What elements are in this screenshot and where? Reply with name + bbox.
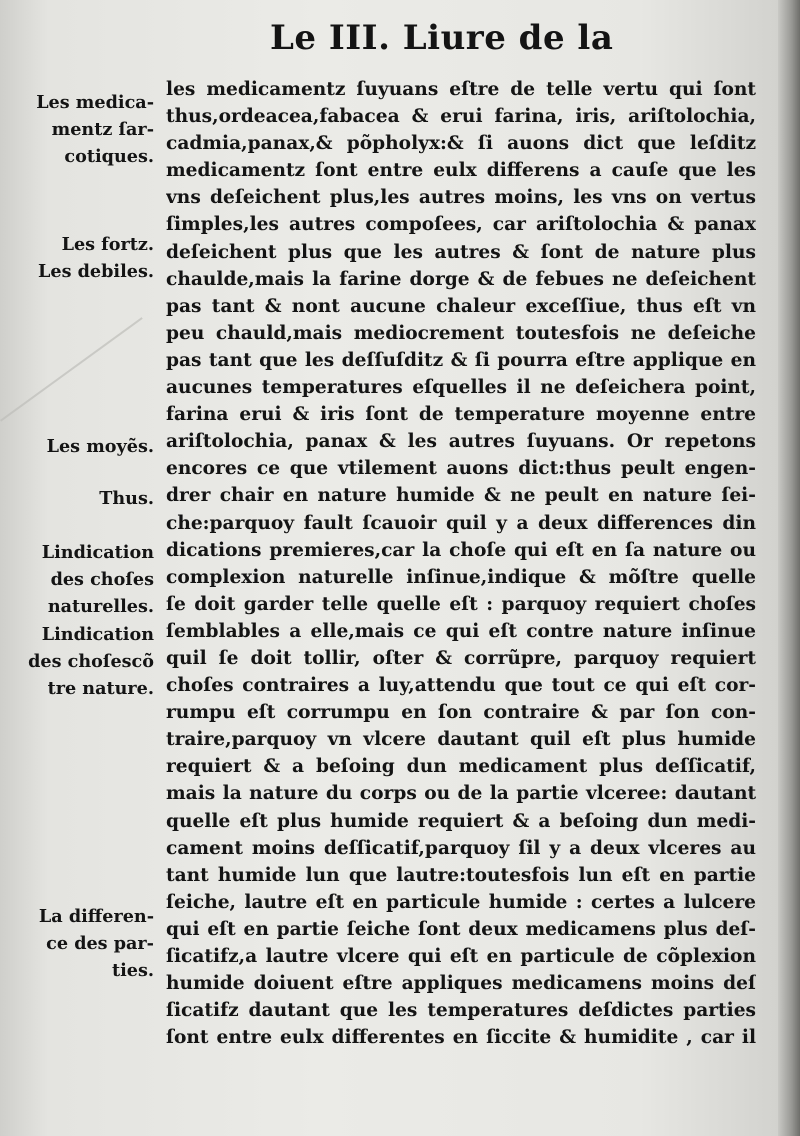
margin-note-medicamentz-sarcotiques — [36, 90, 154, 170]
text-line: ariſtolochia, panax & les autres ſuyuans. Or repetons — [166, 431, 756, 453]
margin-note-line: Lindication — [41, 542, 154, 563]
text-line: ſeiche, lautre eſt en particule humide : certes a lulcere — [166, 891, 756, 913]
main-text-block — [166, 76, 756, 1051]
text-line: farina erui & iris ſont de temperature moyenne entre — [166, 404, 756, 426]
text-line: medicamentz ſont entre eulx differens a cauſe que les — [166, 160, 756, 182]
text-line: pas tant & nont aucune chaleur exceſſiue, thus eſt vn — [166, 295, 756, 317]
text-line: deſeichent plus que les autres & ſont de nature plus — [166, 241, 756, 263]
text-line: requiert & a beſoing dun medicament plus deſſicatif, — [166, 756, 756, 778]
text-line: choſes contraires a luy,attendu que tout ce qui eſt cor- — [166, 675, 756, 697]
margin-note-line: cotiques. — [64, 145, 154, 167]
text-line: drer chair en nature humide & ne peult en nature ſei- — [166, 485, 756, 507]
margin-note-line: ties. — [111, 959, 154, 981]
text-line: mais la nature du corps ou de la partie vlceree: dautant — [166, 783, 756, 805]
text-line: qui eſt en partie ſeiche ſont deux medicamens plus deſ- — [166, 918, 756, 940]
text-line: complexion naturelle inſinue,indique & mõſtre quelle — [166, 566, 756, 588]
text-line: pas tant que les deſſuſditz & ſi pourra eſtre applique en — [166, 349, 756, 371]
page-edge — [778, 0, 800, 1136]
margin-note-line: Les medica- — [36, 92, 154, 113]
margin-note-moyens — [47, 434, 154, 461]
margin-note-line: naturelles. — [47, 595, 154, 617]
text-line: ſicatifz,a lautre vlcere qui eſt en particule de cõplexion — [166, 946, 756, 967]
margin-note-fortz-debiles — [38, 232, 154, 286]
text-line: ſicatifz dautant que les temperatures deſdictes parties — [166, 1000, 756, 1022]
text-line: thus,ordeacea,fabacea & erui farina, iris, ariſtolochia, — [166, 106, 756, 128]
text-line: cament moins deſſicatif,parquoy ſil y a deux vlceres au — [166, 837, 756, 859]
margin-note-indication-contre-nature — [28, 622, 154, 702]
margin-note-difference-parties — [39, 904, 154, 984]
margin-note-line: tre nature. — [47, 677, 154, 699]
text-line: traire,parquoy vn vlcere dautant quil eſt plus humide — [166, 729, 756, 751]
margin-note-line: Les fortz. — [61, 234, 154, 255]
text-line: ſimples,les autres compoſees, car ariſtolochia & panax — [166, 214, 756, 236]
text-line: humide doiuent eſtre appliques medicamens moins deſ — [166, 973, 756, 995]
text-line: tant humide lun que lautre:toutesfois lun eſt en partie — [166, 864, 756, 886]
text-line: ſemblables a elle,mais ce qui eſt contre nature inſinue — [166, 620, 756, 642]
text-line: encores ce que vtilement auons dict:thus peult engen- — [166, 458, 756, 480]
text-line: cadmia,panax,& põpholyx:& ſi auons dict que leſditz — [166, 133, 756, 155]
margin-note-line: Lindication — [41, 624, 154, 645]
margin-note-line: des choſescõ — [28, 650, 154, 672]
margin-note-line: Thus. — [99, 488, 154, 509]
margin-note-indication-naturelles — [42, 540, 154, 620]
text-line: che:parquoy fault ſcauoir quil y a deux differences din — [166, 512, 756, 534]
text-line: rumpu eſt corrumpu en ſon contraire & par ſon con- — [166, 702, 756, 724]
page-crease — [0, 317, 143, 421]
margin-note-thus — [99, 486, 154, 513]
text-line: ſont entre eulx differentes en ſiccite & humidite , car il — [166, 1027, 756, 1049]
text-line: ſe doit garder telle quelle eſt : parquoy requiert choſes — [166, 593, 756, 615]
margin-note-line: des choſes — [50, 568, 154, 590]
margin-note-line: Les debiles. — [38, 260, 154, 282]
text-line: aucunes temperatures eſquelles il ne deſeichera point, — [166, 377, 756, 399]
text-line: les medicamentz ſuyuans eſtre de telle vertu qui ſont — [166, 79, 756, 100]
text-line: quil ſe doit tollir, oſter & corrũpre, parquoy requiert — [166, 647, 756, 669]
text-line: quelle eſt plus humide requiert & a beſoing dun medi- — [166, 810, 756, 832]
margin-note-line: ce des par- — [46, 932, 154, 954]
margin-note-line: Les moyẽs. — [46, 436, 154, 457]
text-line: dications premieres,car la choſe qui eſt en ſa nature ou — [166, 539, 756, 561]
margin-note-line: mentz ſar- — [51, 118, 154, 140]
text-line: peu chauld,mais mediocrement toutesfois ne deſeiche — [166, 322, 756, 344]
text-line: vns deſeichent plus,les autres moins, les vns on vertus — [166, 187, 756, 209]
running-header: Le III. Liure de la — [270, 18, 614, 58]
margin-note-line: La differen- — [38, 906, 154, 927]
text-line: chaulde,mais la farine dorge & de febues ne deſeichent — [166, 268, 756, 290]
